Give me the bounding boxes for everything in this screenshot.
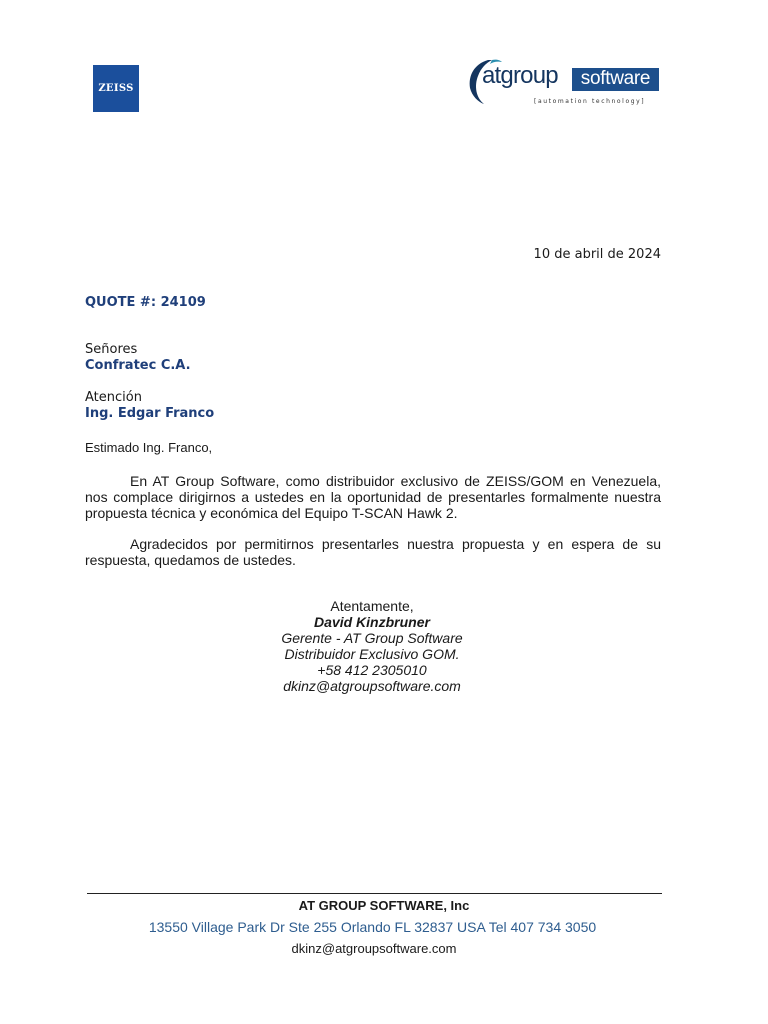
body-paragraph-2: Agradecidos por permitirnos presentarles nuestra propuesta y en espera de su respuesta, quedamos de ustedes. — [85, 536, 661, 568]
signature-role: Distribuidor Exclusivo GOM. — [284, 646, 460, 662]
signature-name: David Kinzbruner — [314, 614, 430, 630]
signature-closing: Atentamente, — [330, 598, 414, 614]
atgroup-logo-tagline: [automation technology] — [534, 98, 646, 105]
quote-label: QUOTE #: — [85, 295, 157, 310]
footer-address: 13550 Village Park Dr Ste 255 Orlando FL 32837 USA Tel 407 734 3050 — [148, 919, 597, 935]
senores-label: Señores — [85, 342, 138, 357]
signature-email[interactable]: dkinz@atgroupsoftware.com — [283, 678, 461, 694]
greeting: Estimado Ing. Franco, — [85, 440, 213, 455]
footer-email[interactable]: dkinz@atgroupsoftware.com — [291, 941, 457, 956]
atgroup-software-logo — [466, 56, 662, 108]
atgroup-logo-software: software — [572, 68, 659, 91]
letter-date: 10 de abril de 2024 — [533, 247, 661, 262]
footer-divider — [87, 893, 662, 894]
footer-company: AT GROUP SOFTWARE, Inc — [298, 898, 470, 913]
atencion-label: Atención — [85, 390, 142, 405]
signature-block — [220, 598, 524, 694]
body-paragraph-1: En AT Group Software, como distribuidor exclusivo de ZEISS/GOM en Venezuela, nos complace dirigirnos a ustedes en la oportunidad de presentarles formalmente nuestra propuesta técnica y económica del Equipo T-SCAN Hawk 2. — [85, 473, 661, 521]
zeiss-logo-text: ZEISS — [98, 83, 134, 94]
quote-heading — [85, 295, 206, 310]
recipient-contact: Ing. Edgar Franco — [85, 406, 215, 421]
atgroup-logo-word: atgroup — [482, 62, 558, 89]
signature-title: Gerente - AT Group Software — [281, 630, 463, 646]
zeiss-logo — [93, 65, 139, 112]
signature-phone: +58 412 2305010 — [317, 662, 427, 678]
quote-number: 24109 — [160, 295, 206, 310]
recipient-company: Confratec C.A. — [85, 358, 191, 373]
